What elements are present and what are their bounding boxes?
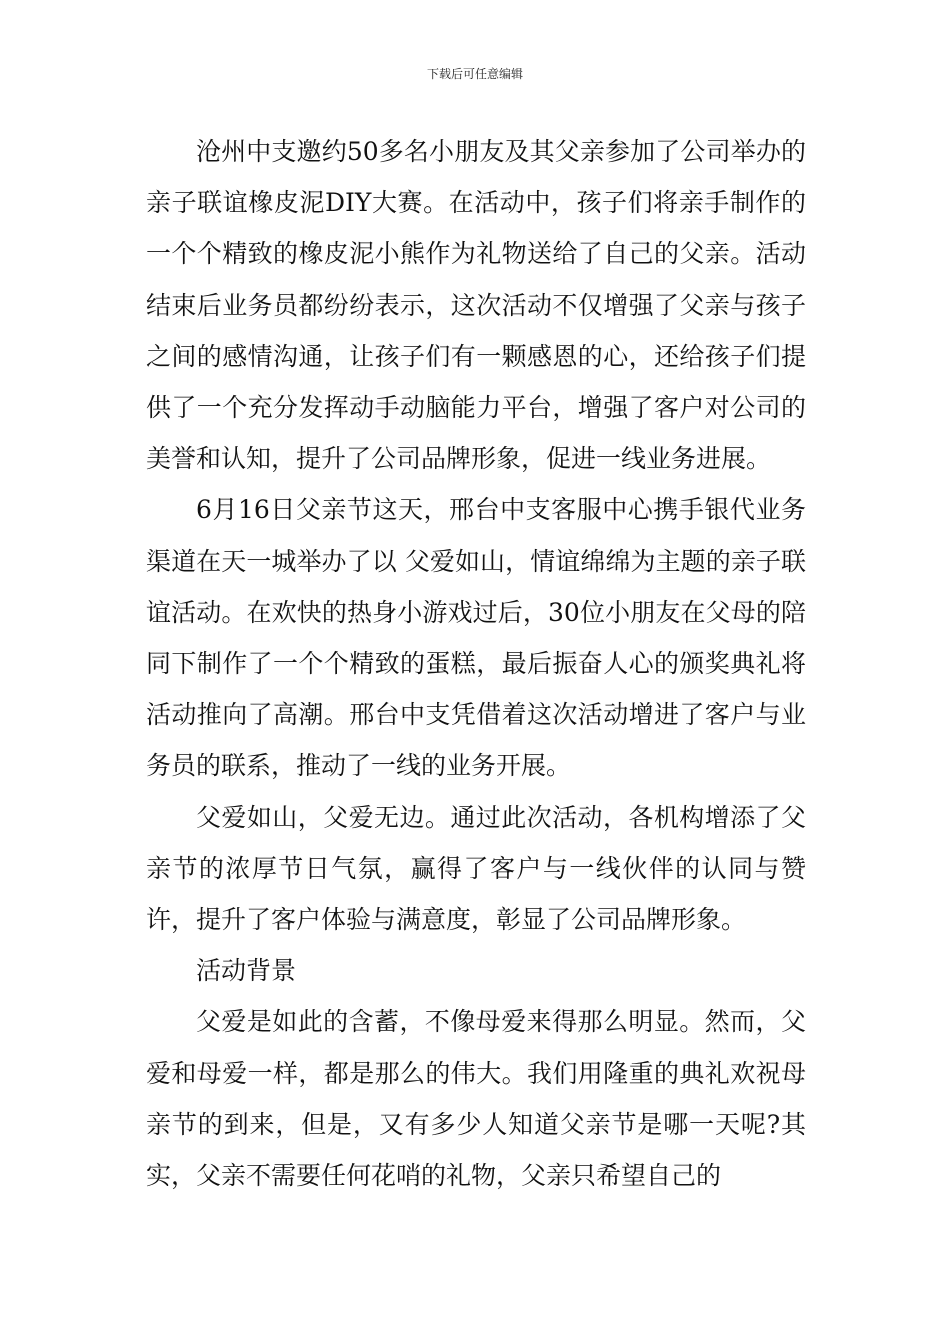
paragraph-cangzhou-event: 沧州中支邀约50多名小朋友及其父亲参加了公司举办的亲子联谊橡皮泥DIY大赛。在活动中，孩子们将亲手制作的一个个精致的橡皮泥小熊作为礼物送给了自己的父亲。活动结束后业务员都纷纷表示，这次活动不仅增强了父亲与孩子之间的感情沟通，让孩子们有一颗感恩的心，还给孩子们提供了一个充分发挥动手动脑能力平台，增强了客户对公司的美誉和认知，提升了公司品牌形象，促进一线业务进展。 bbox=[146, 137, 806, 474]
page-header: 下载后可任意编辑 bbox=[426, 67, 523, 81]
paragraph-summary: 父爱如山，父爱无边。通过此次活动，各机构增添了父亲节的浓厚节日气氛，赢得了客户与一线伙伴的认同与赞许，提升了客户体验与满意度，彰显了公司品牌形象。 bbox=[146, 802, 806, 935]
section-heading-background: 活动背景 bbox=[196, 956, 297, 986]
paragraph-background: 父爱是如此的含蓄，不像母爱来得那么明显。然而，父爱和母爱一样，都是那么的伟大。我们用隆重的典礼欢祝母亲节的到来，但是，又有多少人知道父亲节是哪一天呢?其实，父亲不需要任何花哨的礼物，父亲只希望自己的 bbox=[146, 1007, 806, 1191]
document-body bbox=[146, 126, 806, 1201]
paragraph-xingtai-event: 6月16日父亲节这天，邢台中支客服中心携手银代业务渠道在天一城举办了以 父爱如山，情谊绵绵为主题的亲子联谊活动。在欢快的热身小游戏过后，30位小朋友在父母的陪同下制作了一个个精致的蛋糕，最后振奋人心的颁奖典礼将活动推向了高潮。邢台中支凭借着这次活动增进了客户与业务员的联系，推动了一线的业务开展。 bbox=[146, 495, 806, 781]
